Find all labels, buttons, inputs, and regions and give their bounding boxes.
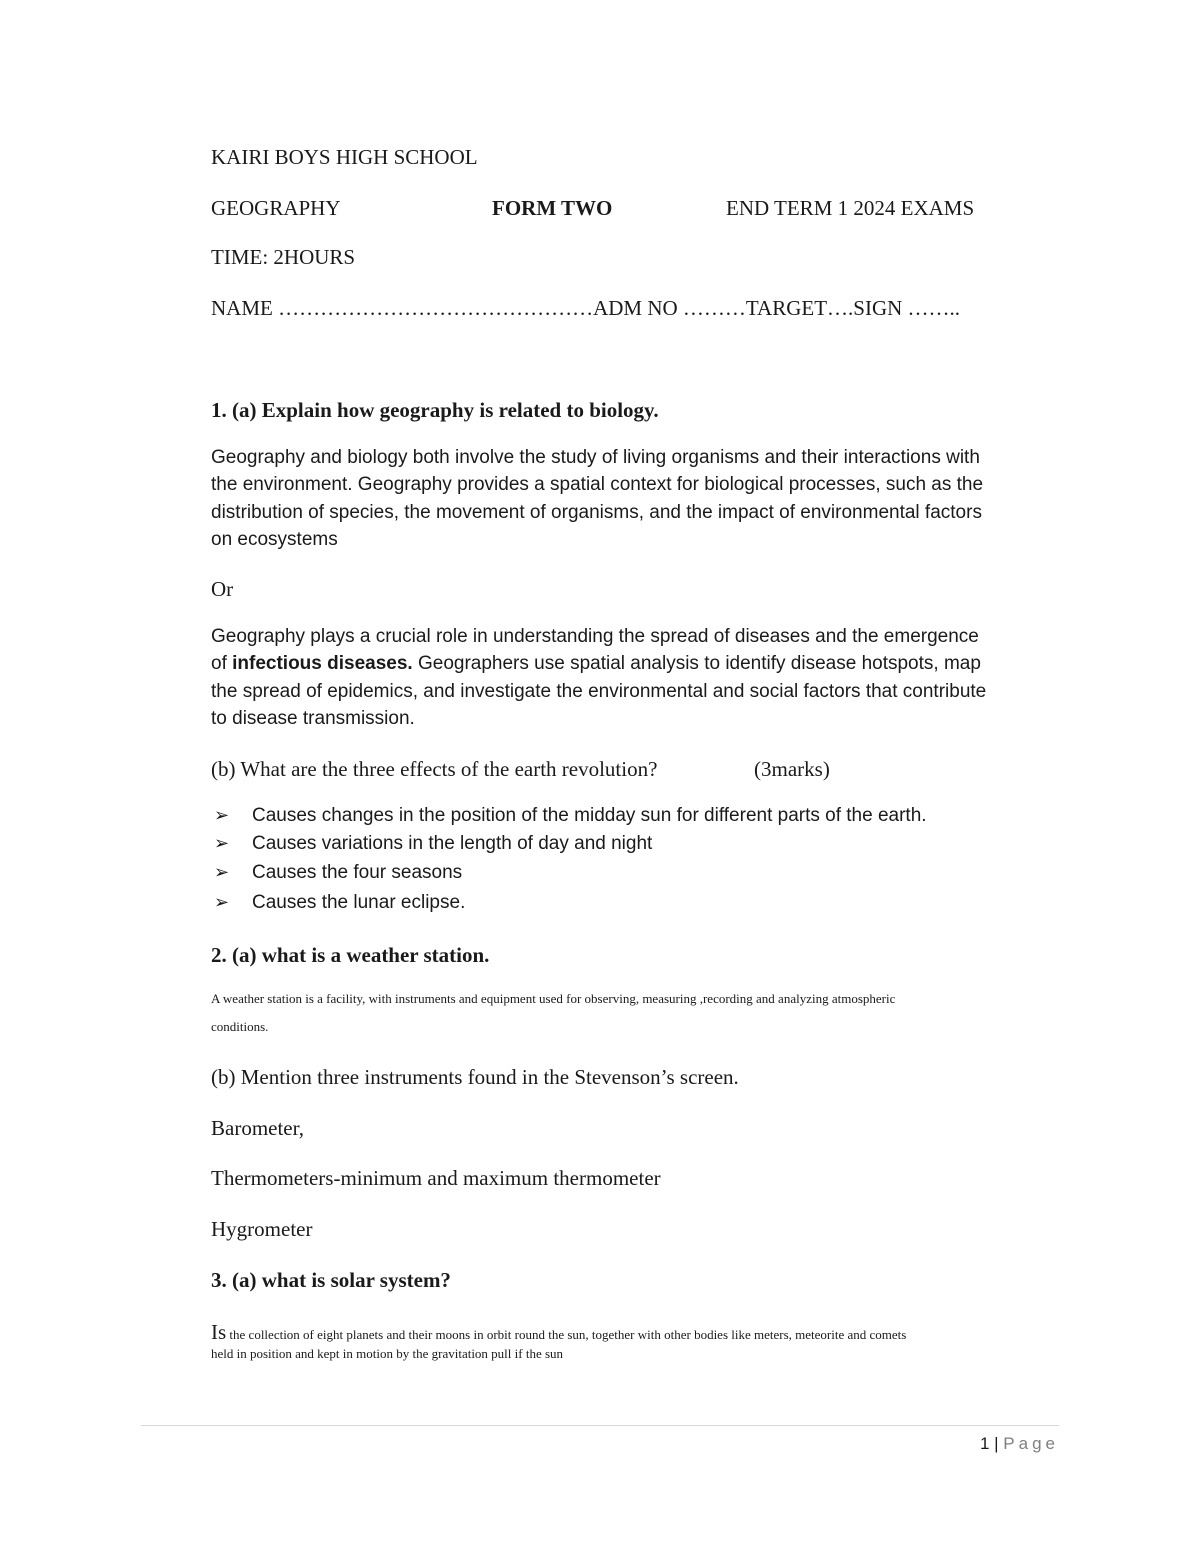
q1a-alt-answer-line: Geography plays a crucial role in understanding the spread of diseases and the emergence [211, 626, 979, 647]
list-item-text: Causes changes in the position of the midday sun for different parts of the earth. [252, 805, 927, 826]
q2a-answer-line: conditions. [211, 1019, 269, 1034]
q2b-answer: Hygrometer [211, 1217, 313, 1241]
school-name: KAIRI BOYS HIGH SCHOOL [211, 145, 478, 169]
list-item [214, 833, 653, 855]
q3a-question: 3. (a) what is solar system? [211, 1268, 451, 1292]
q3a-answer-line [211, 1320, 906, 1345]
footer-divider [141, 1425, 1059, 1426]
q1a-alt-prefix: of [211, 653, 233, 674]
list-item [214, 892, 466, 914]
subject: GEOGRAPHY [211, 196, 341, 220]
q2b-answer: Barometer, [211, 1116, 305, 1140]
exam-time: TIME: 2HOURS [211, 245, 356, 269]
list-item-text: Causes the four seasons [252, 862, 463, 883]
candidate-fields: NAME ………………………………………ADM NO ………TARGET….SIGN …….. [211, 296, 961, 320]
exam-title: END TERM 1 2024 EXAMS [726, 196, 975, 220]
list-item-text: Causes the lunar eclipse. [252, 892, 466, 913]
q1a-answer-line: the environment. Geography provides a spatial context for biological processes, such as the [211, 474, 984, 495]
infectious-diseases-term: infectious diseases. [232, 653, 413, 674]
q3a-answer-text: the collection of eight planets and their moons in orbit round the sun, together with other bodies like meters, meteorite and comets [226, 1327, 907, 1342]
q1a-alt-answer-line: the spread of epidemics, and investigate the environmental and social factors that contribute [211, 681, 987, 702]
q1a-alt-answer-line [211, 653, 981, 675]
q2b-question: (b) Mention three instruments found in the Stevenson’s screen. [211, 1065, 739, 1089]
or-divider: Or [211, 577, 234, 601]
q1b-marks: (3marks) [754, 757, 830, 781]
q2a-question: 2. (a) what is a weather station. [211, 943, 490, 967]
q1a-answer-line: distribution of species, the movement of organisms, and the impact of environmental factors [211, 502, 982, 523]
form-level: FORM TWO [492, 196, 613, 220]
arrowhead-bullet-icon: ➢ [214, 862, 230, 883]
q1a-alt-answer-line: to disease transmission. [211, 708, 415, 729]
page-separator: | [989, 1434, 1004, 1453]
list-item [214, 862, 463, 884]
q1a-answer-line: Geography and biology both involve the study of living organisms and their interactions with [211, 447, 980, 468]
arrowhead-bullet-icon: ➢ [214, 805, 230, 826]
page-footer [980, 1434, 1059, 1454]
q1a-alt-rest: Geographers use spatial analysis to identify disease hotspots, map [412, 653, 981, 674]
q1b-question: (b) What are the three effects of the earth revolution? [211, 757, 658, 781]
list-item [214, 805, 927, 827]
arrowhead-bullet-icon: ➢ [214, 833, 230, 854]
page-label: Page [1003, 1434, 1059, 1453]
q3a-answer-line: held in position and kept in motion by the gravitation pull if the sun [211, 1346, 564, 1361]
q2b-answer: Thermometers-minimum and maximum thermometer [211, 1166, 661, 1190]
q2a-answer-line: A weather station is a facility, with instruments and equipment used for observing, measuring ,recording and analyzing atmospheric [211, 991, 896, 1006]
page-number: 1 [979, 1434, 990, 1453]
q1a-question: 1. (a) Explain how geography is related to biology. [211, 398, 659, 422]
q1a-answer-line: on ecosystems [211, 529, 338, 550]
list-item-text: Causes variations in the length of day and night [252, 833, 653, 854]
arrowhead-bullet-icon: ➢ [214, 892, 230, 913]
q3a-answer-lead: Is [211, 1320, 227, 1344]
